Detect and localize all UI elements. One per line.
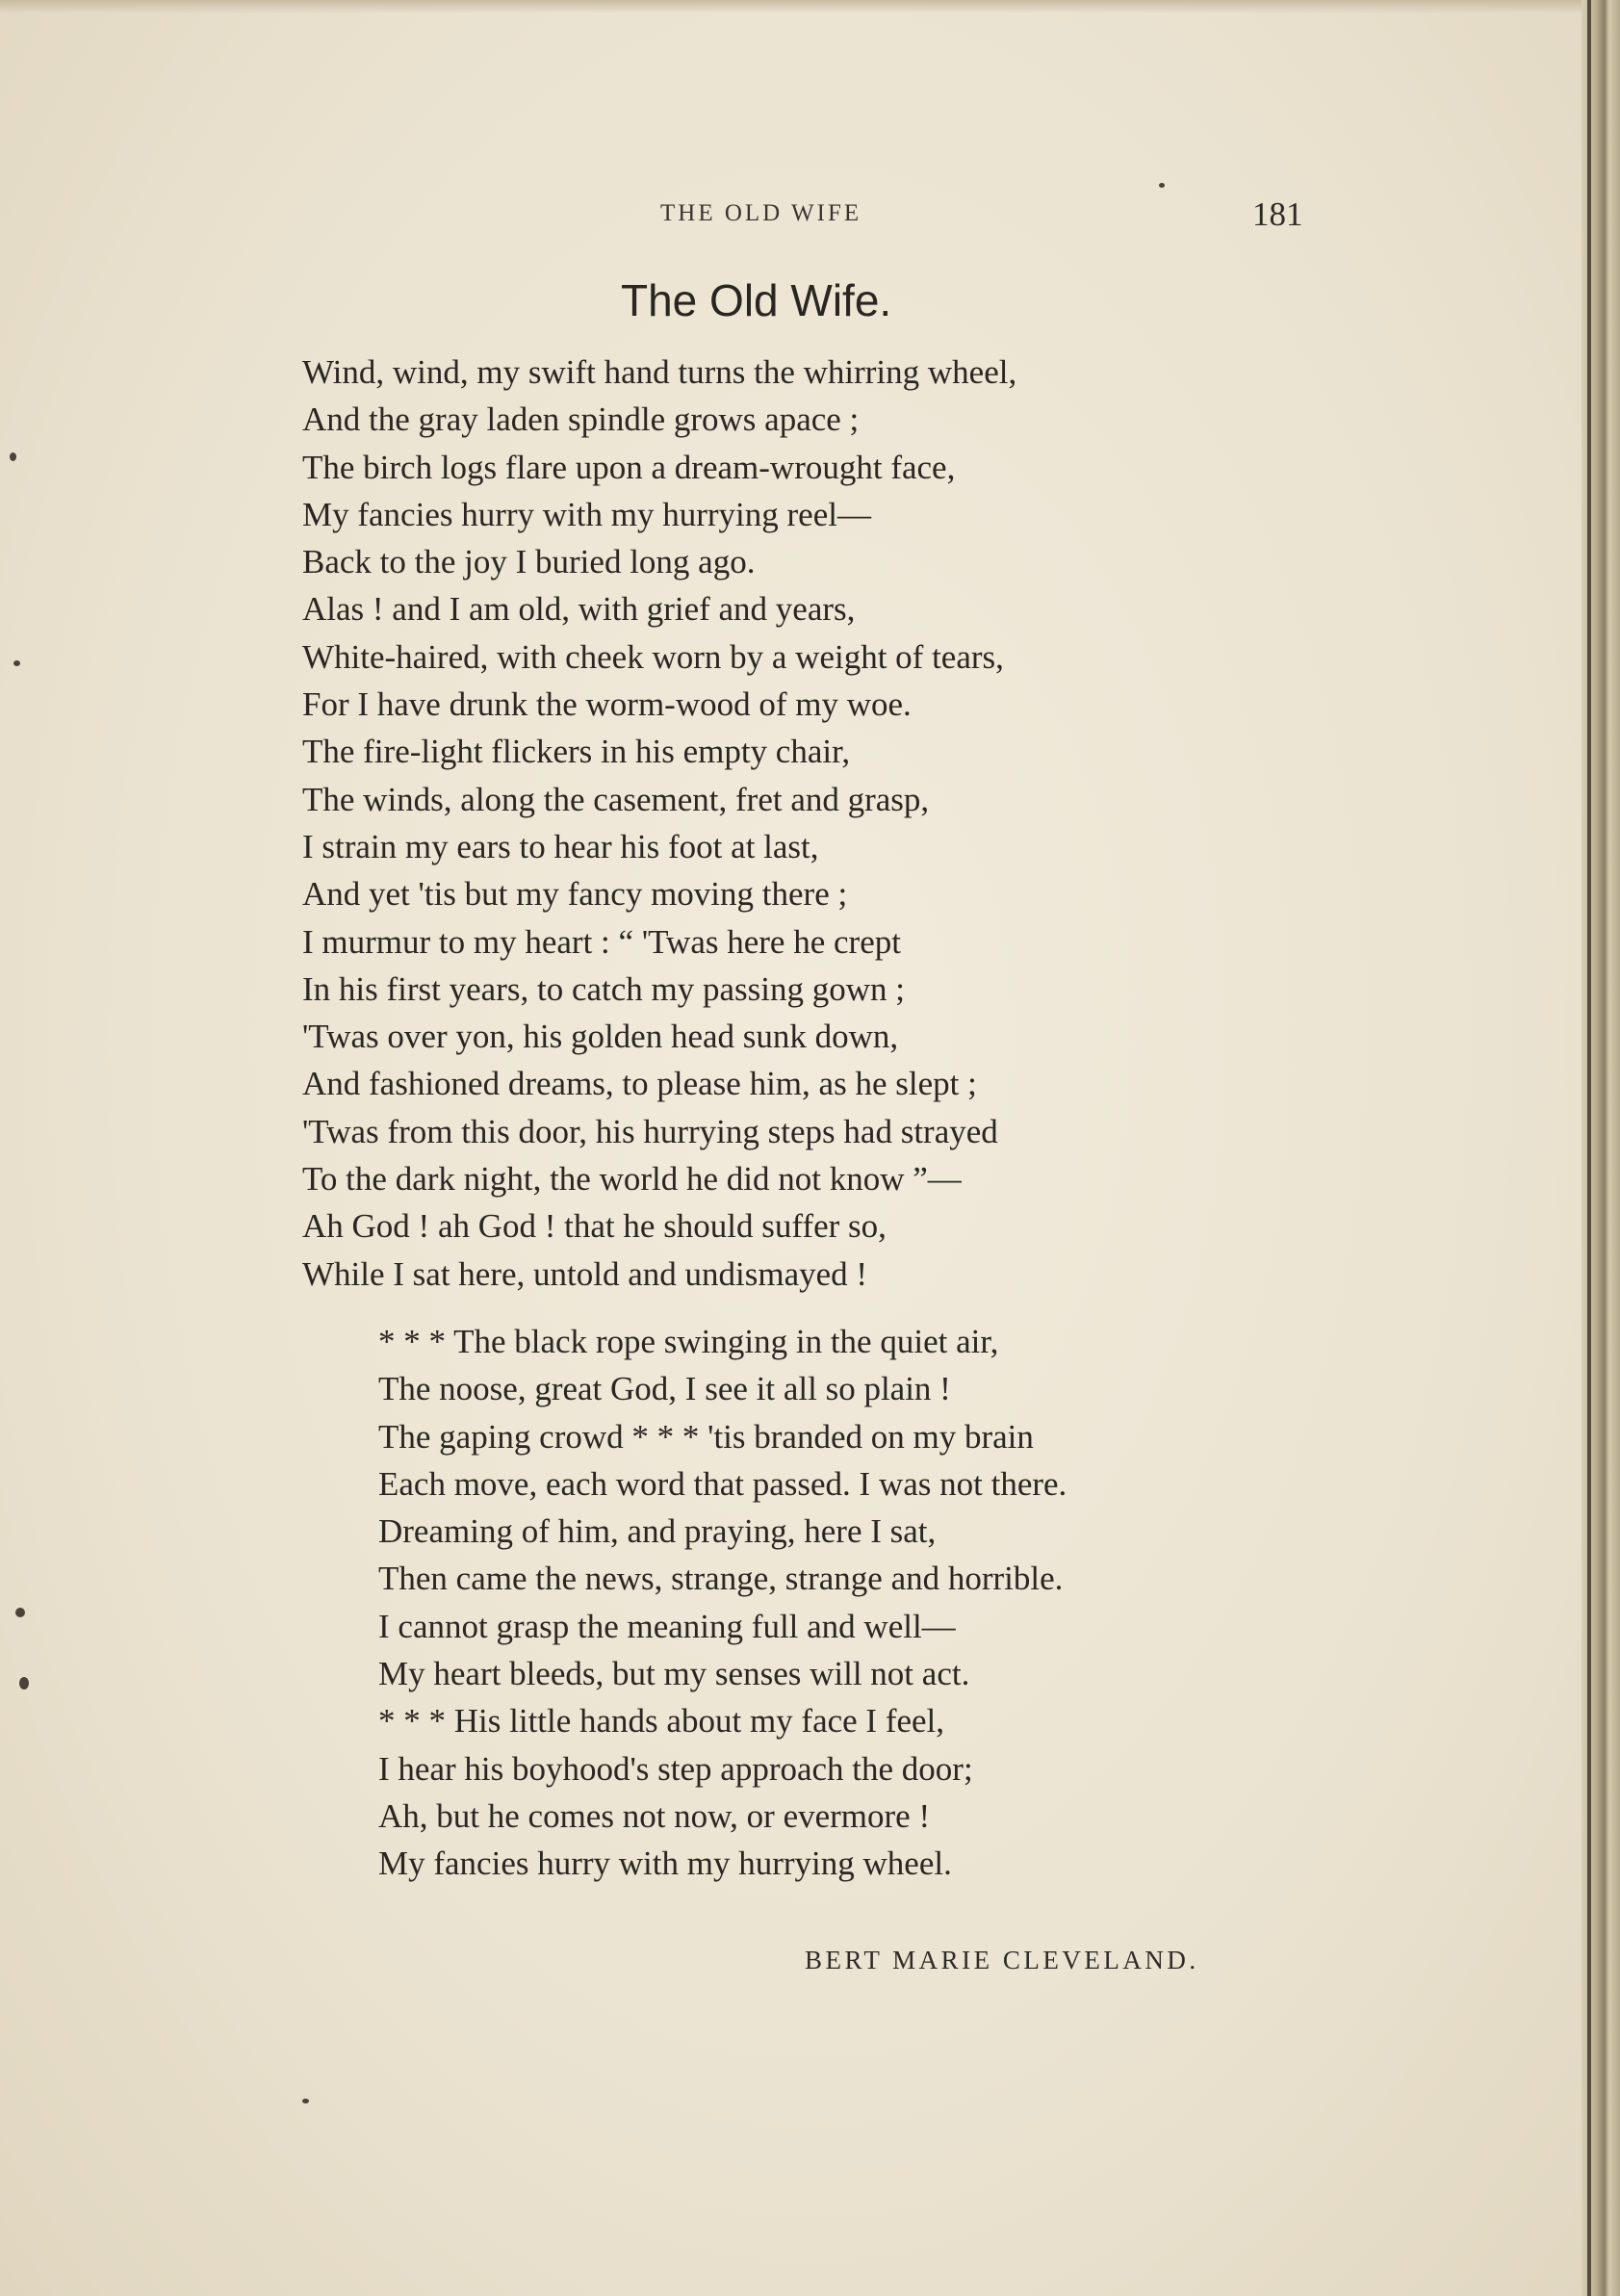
poem-title: The Old Wife.	[621, 275, 892, 325]
poem-line: * * * The black rope swinging in the quiet air,	[378, 1323, 999, 1360]
paper-speck	[19, 1677, 29, 1690]
poem-line: And fashioned dreams, to please him, as he slept ;	[302, 1065, 977, 1103]
poem-stanza-2	[378, 1318, 1067, 1888]
poem-line: Dreaming of him, and praying, here I sat,	[378, 1512, 937, 1551]
poem-line: Ah, but he comes not now, or evermore !	[378, 1796, 931, 1835]
poem-line: Ah God ! ah God ! that he should suffer so,	[302, 1207, 887, 1246]
poem-line: 'Twas over yon, his golden head sunk down,	[302, 1018, 899, 1056]
poem-line: Each move, each word that passed. I was not there.	[378, 1464, 1067, 1503]
paper-speck	[302, 2099, 309, 2103]
page-top-shadow	[0, 0, 1581, 13]
poem-line: I strain my ears to hear his foot at last,	[302, 827, 819, 865]
poem-line: Wind, wind, my swift hand turns the whirring wheel,	[302, 353, 1017, 391]
poem-line: My heart bleeds, but my senses will not act.	[378, 1655, 970, 1693]
poem-line: I cannot grasp the meaning full and well—	[378, 1607, 956, 1645]
poem-line: I hear his boyhood's step approach the door;	[378, 1749, 973, 1788]
poem-line: The winds, along the casement, fret and grasp,	[302, 780, 930, 818]
poem-line: I murmur to my heart : “ 'Twas here he crept	[302, 922, 901, 961]
poem-line: While I sat here, untold and undismayed !	[302, 1254, 868, 1293]
poem-line: Back to the joy I buried long ago.	[302, 543, 756, 581]
page-number: 181	[1252, 195, 1303, 233]
poem-line: For I have drunk the worm-wood of my woe.	[302, 685, 912, 724]
poem-line: The noose, great God, I see it all so plain !	[378, 1370, 951, 1408]
poem-line: White-haired, with cheek worn by a weight of tears,	[302, 637, 1004, 676]
poem-line: 'Twas from this door, his hurrying steps had strayed	[302, 1112, 998, 1150]
poem-line: To the dark night, the world he did not know ”—	[302, 1160, 962, 1199]
page-edge-line	[1587, 0, 1591, 2296]
poem-line: The fire-light flickers in his empty chair,	[302, 733, 851, 771]
poem-line: And yet 'tis but my fancy moving there ;	[302, 875, 848, 914]
poem-line: Alas ! and I am old, with grief and years,	[302, 590, 856, 629]
paper-speck	[15, 1608, 25, 1617]
poem-line: My fancies hurry with my hurrying reel—	[302, 495, 871, 533]
poem-line: Then came the news, strange, strange and horrible.	[378, 1560, 1064, 1598]
poem-line: The gaping crowd * * * 'tis branded on my brain	[378, 1417, 1034, 1456]
paper-speck	[13, 660, 20, 666]
poem-stanza-1	[302, 348, 1016, 1298]
poem-line: The birch logs flare upon a dream-wrought face,	[302, 448, 956, 486]
running-head: THE OLD WIFE	[660, 200, 862, 226]
paper-speck	[1159, 183, 1165, 188]
poem-line: My fancies hurry with my hurrying wheel.	[378, 1845, 952, 1883]
poem-line: And the gray laden spindle grows apace ;	[302, 400, 860, 439]
poem-line: In his first years, to catch my passing gown ;	[302, 969, 906, 1008]
author-signature: BERT MARIE CLEVELAND.	[805, 1946, 1199, 1974]
paper-speck	[10, 452, 16, 461]
poem-line: * * * His little hands about my face I feel,	[378, 1702, 945, 1741]
